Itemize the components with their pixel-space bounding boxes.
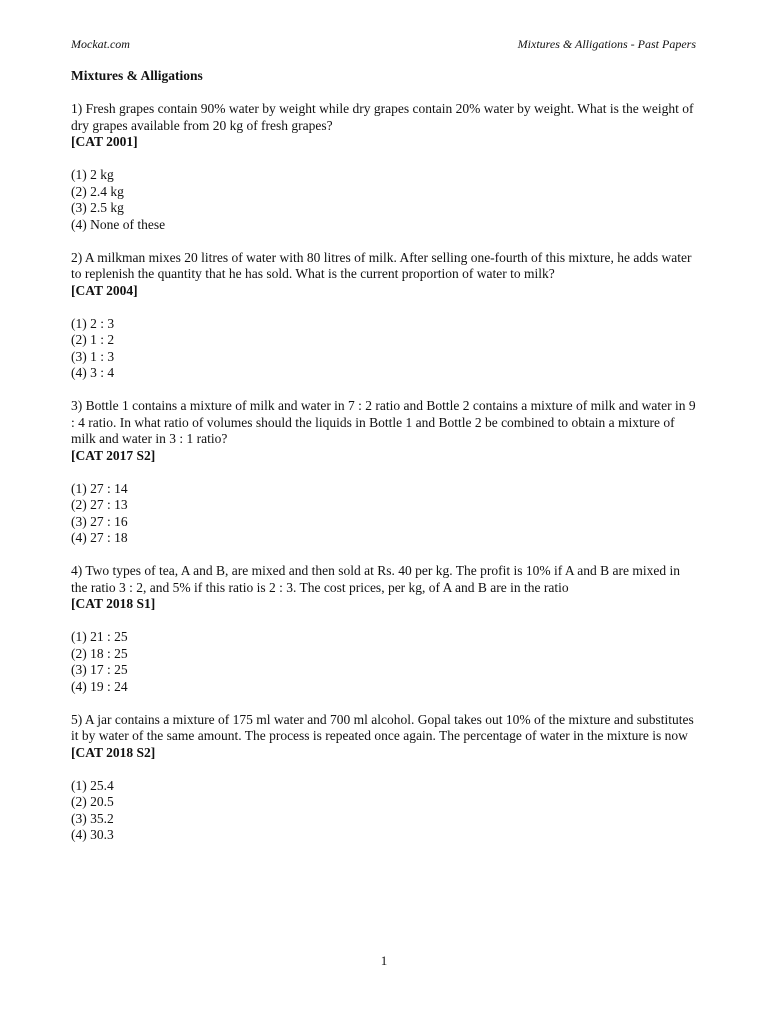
- question-text: 3) Bottle 1 contains a mixture of milk and water in 7 : 2 ratio and Bottle 2 contains a mixture of milk and water in 9 : 4 ratio. In what ratio of volumes should the liquids in Bottle 1 and Bottle 2 be combined to obtain a mixture of milk and water in 3 : 1 ratio?: [71, 398, 696, 446]
- answer-option: (1) 21 : 25: [71, 629, 128, 644]
- answer-option: (2) 18 : 25: [71, 645, 128, 661]
- answer-options: [71, 481, 699, 547]
- answer-option: (1) 25.4: [71, 777, 114, 793]
- answer-option: (4) 3 : 4: [71, 365, 115, 380]
- answer-option: (2) 20.5: [71, 794, 114, 809]
- answer-option: (2) 2.4 kg: [71, 183, 124, 199]
- answer-option: (1) 2 kg: [71, 167, 114, 182]
- answer-option: (4) 19 : 24: [71, 678, 128, 694]
- exam-tag: [CAT 2017 S2]: [71, 447, 156, 463]
- question-text: 1) Fresh grapes contain 90% water by weight while dry grapes contain 20% water by weight. What is the weight of dry grapes available from 20 kg of fresh grapes?: [71, 101, 694, 133]
- answer-option: (3) 17 : 25: [71, 662, 128, 677]
- question-3: [71, 398, 699, 547]
- exam-tag: [CAT 2001]: [71, 134, 138, 149]
- answer-option: (1) 27 : 14: [71, 480, 128, 496]
- header-site-name: Mockat.com: [71, 37, 130, 51]
- question-1: [71, 101, 699, 233]
- document-title: Mixtures & Alligations: [71, 68, 203, 83]
- question-text: 4) Two types of tea, A and B, are mixed and then sold at Rs. 40 per kg. The profit is 10% if A and B are mixed in the ratio 3 : 2, and 5% if this ratio is 2 : 3. The cost prices, per kg, of A and B are in the ratio: [71, 563, 680, 595]
- exam-tag: [CAT 2018 S2]: [71, 744, 156, 760]
- answer-option: (3) 27 : 16: [71, 513, 128, 529]
- page-number: 1: [380, 953, 388, 968]
- question-text: 2) A milkman mixes 20 litres of water with 80 litres of milk. After selling one-fourth of this mixture, he adds water to replenish the quantity that he has sold. What is the current proportion of water to milk?: [71, 249, 692, 281]
- questions-list: [71, 101, 699, 860]
- question-2: [71, 250, 699, 382]
- page-header: [71, 36, 696, 52]
- answer-option: (4) None of these: [71, 216, 166, 232]
- answer-options: [71, 316, 699, 382]
- question-text: 5) A jar contains a mixture of 175 ml water and 700 ml alcohol. Gopal takes out 10% of the mixture and substitutes it by water of the same amount. The process is repeated once again. The percentage of water in the mixture is now: [71, 711, 694, 743]
- answer-options: [71, 629, 699, 695]
- question-5: [71, 712, 699, 844]
- question-4: [71, 563, 699, 695]
- answer-option: (1) 2 : 3: [71, 315, 115, 331]
- answer-option: (4) 27 : 18: [71, 530, 128, 545]
- answer-option: (3) 35.2: [71, 810, 114, 826]
- exam-tag: [CAT 2004]: [71, 282, 138, 298]
- answer-options: [71, 778, 699, 844]
- answer-option: (4) 30.3: [71, 827, 114, 842]
- answer-option: (2) 1 : 2: [71, 332, 115, 347]
- answer-option: (2) 27 : 13: [71, 497, 128, 512]
- answer-options: [71, 167, 699, 233]
- exam-tag: [CAT 2018 S1]: [71, 596, 156, 611]
- answer-option: (3) 1 : 3: [71, 348, 115, 364]
- header-document-name: Mixtures & Alligations - Past Papers: [517, 37, 696, 51]
- answer-option: (3) 2.5 kg: [71, 200, 124, 215]
